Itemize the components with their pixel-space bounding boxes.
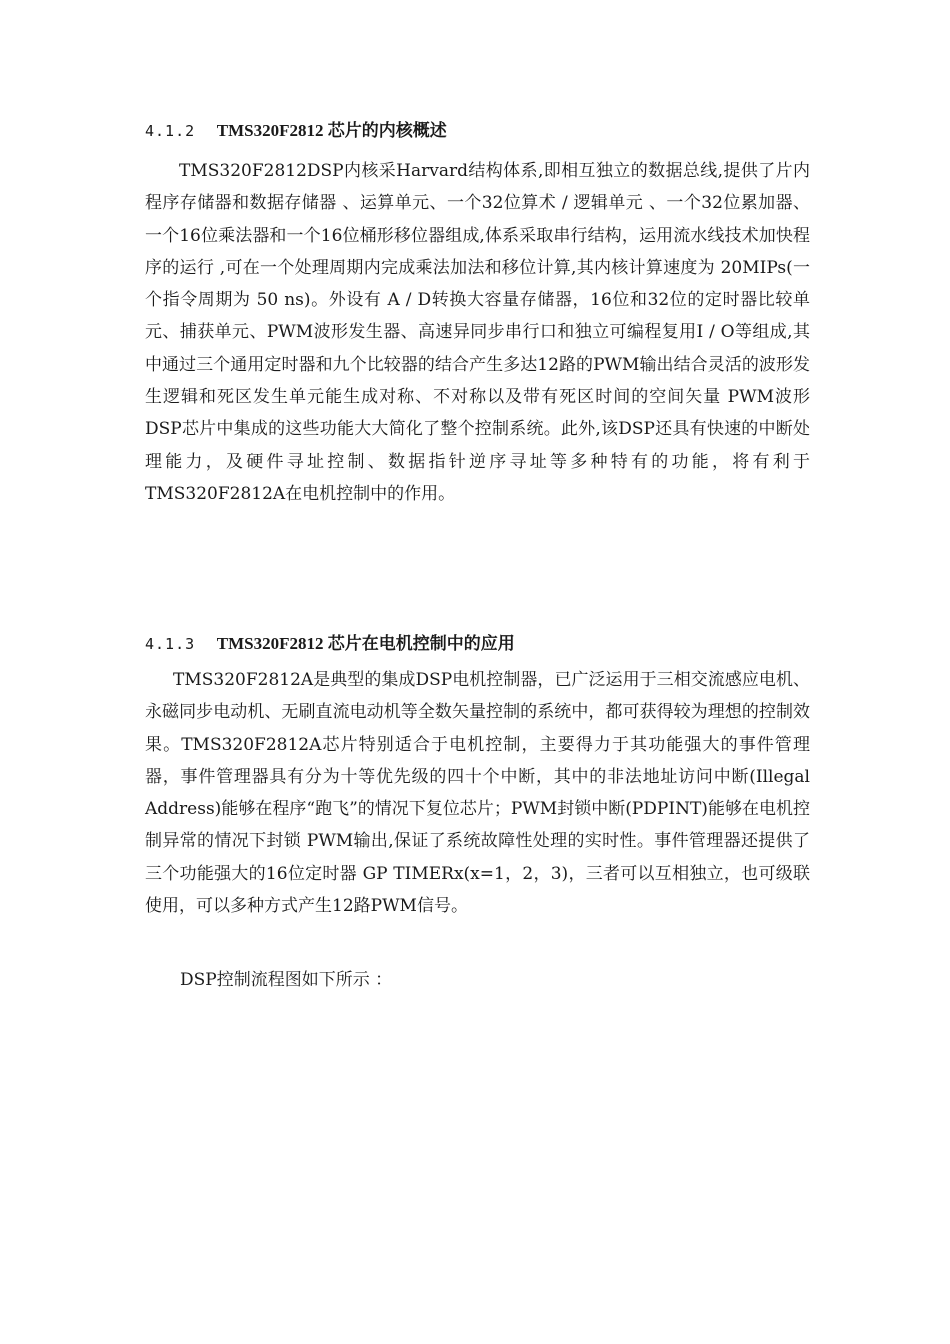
section-paragraph-4-1-3: TMS320F2812A是典型的集成DSP电机控制器，已广泛运用于三相交流感应电机、永磁同步电动机、无刷直流电动机等全数矢量控制的系统中，都可获得较为理想的控制效果。TMS320F2812A芯片特别适合于电机控制，主要得力于其功能强大的事件管理器，事件管理器具有分为十等优先级的四十个中断，其中的非法地址访问中断(Illegal Address)能够在程序“跑飞”的情况下复位芯片；PWM封锁中断(PDPINT)能够在电机控制异常的情况下封锁 PWM输出,保证了系统故障性处理的实时性。事件管理器还提供了三个功能强大的16位定时器 GP TIMERx(x=1，2，3)，三者可以互相独立，也可级联使用，可以多种方式产生12路PWM信号。 xyxy=(145,670,810,917)
section-number: 4.1.2 xyxy=(145,122,196,140)
section-title: TMS320F2812 芯片在电机控制中的应用 xyxy=(216,634,515,653)
flowchart-intro-line: DSP控制流程图如下所示 ： xyxy=(180,970,393,990)
section-number: 4.1.3 xyxy=(145,635,196,653)
section-heading-4-1-2 xyxy=(145,119,447,143)
section-paragraph-4-1-2: TMS320F2812DSP内核采Harvard结构体系,即相互独立的数据总线,提供了片内程序存储器和数据存储器 、运算单元、一个32位算术 / 逻辑单元 、一个32位累加器、一个16位乘法器和一个16位桶形移位器组成,体系采取串行结构，运用流水线技术加快程序的运行 ,可在一个处理周期内完成乘法加法和移位计算,其内核计算速度为 20MIPs(一个指令周期为 50 ns)。外设有 A / D转换大容量存储器，16位和32位的定时器比较单元、捕获单元、PWM波形发生器、高速异同步串行口和独立可编程复用I / O等组成,其中通过三个通用定时器和九个比较器的结合产生多达12路的PWM输出结合灵活的波形发生逻辑和死区发生单元能生成对称、不对称以及带有死区时间的空间矢量 PWM波形DSP芯片中集成的这些功能大大简化了整个控制系统。此外,该DSP还具有快速的中断处理能力，及硬件寻址控制、数据指针逆序寻址等多种特有的功能，将有利于TMS320F2812A在电机控制中的作用。 xyxy=(145,161,810,504)
section-heading-4-1-3 xyxy=(145,632,515,656)
section-title: TMS320F2812 芯片的内核概述 xyxy=(216,121,447,140)
